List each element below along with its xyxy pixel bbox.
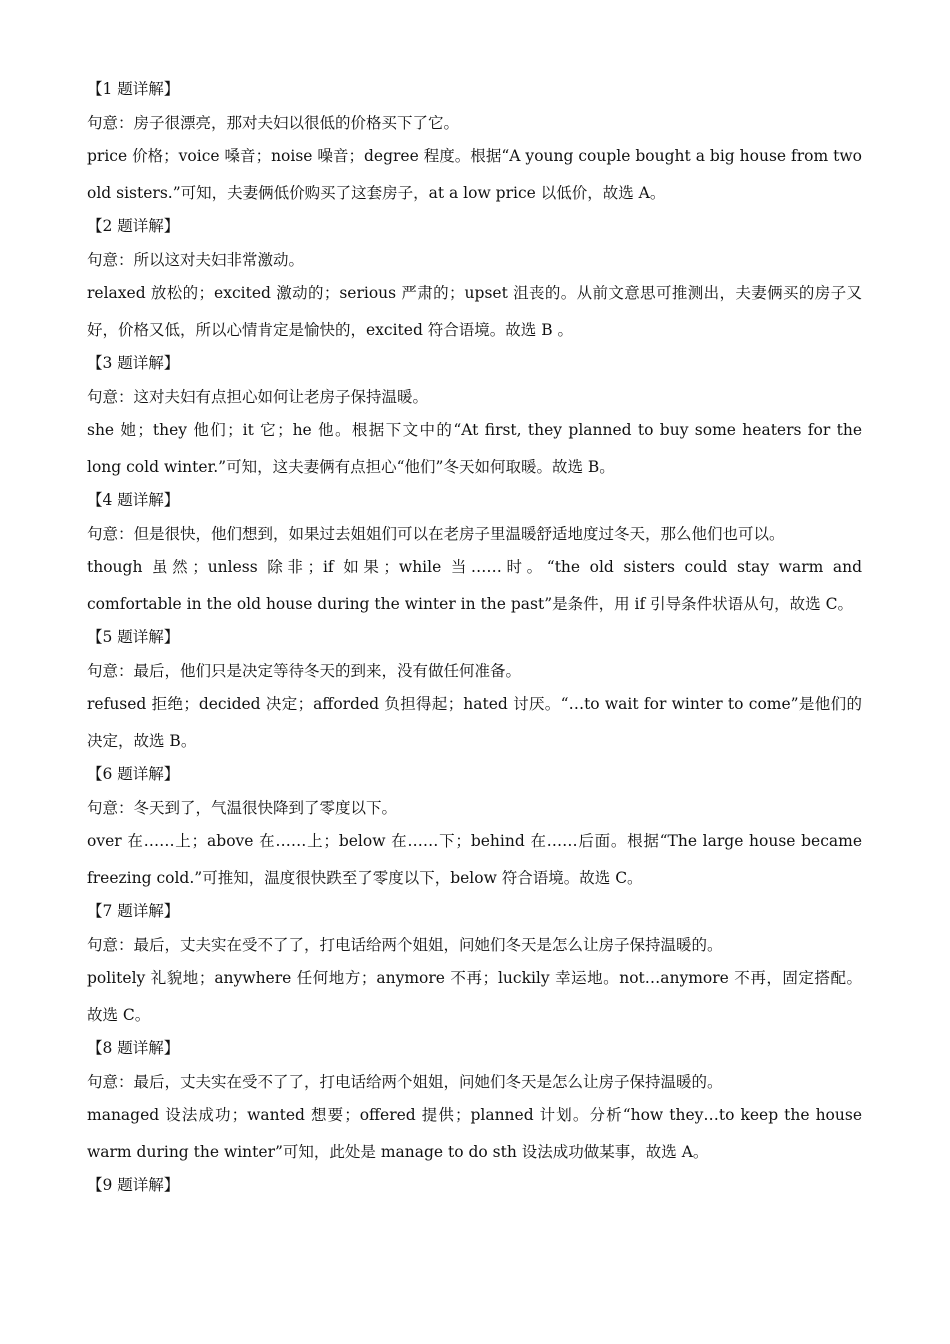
question-3-heading: 【3 题详解】 [87,354,180,372]
question-8-heading: 【8 题详解】 [87,1039,180,1057]
question-7-sentence-meaning: 句意：最后，丈夫实在受不了了，打电话给两个姐姐，问她们冬天是怎么让房子保持温暖的。 [87,936,723,954]
question-1-sentence-meaning: 句意：房子很漂亮，那对夫妇以很低的价格买下了它。 [87,114,460,132]
question-1-explanation [87,76,862,212]
question-2-analysis: relaxed 放松的；excited 激动的；serious 严肃的；upset 沮丧的。从前文意思可推测出，夫妻俩买的房子又好，价格又低，所以心情肯定是愉快的，excited 符合语境。故选 B 。 [87,284,862,339]
question-6-explanation [87,761,862,897]
question-6-analysis: over 在……上；above 在……上；below 在……下；behind 在……后面。根据“The large house became freezing cold.”可推知，温度很快跌至了零度以下，below 符合语境。故选 C。 [87,832,862,887]
question-5-heading: 【5 题详解】 [87,628,180,646]
question-4-analysis: though 虽然；unless 除非；if 如果；while 当……时。“the old sisters could stay warm and comfortable in the old house during the winter in the past”是条件，用 if 引导条件状语从句，故选 C。 [87,558,862,613]
question-3-explanation [87,350,862,486]
question-3-sentence-meaning: 句意：这对夫妇有点担心如何让老房子保持温暖。 [87,388,429,406]
question-8-explanation [87,1035,862,1171]
question-5-sentence-meaning: 句意：最后，他们只是决定等待冬天的到来，没有做任何准备。 [87,662,522,680]
question-8-analysis: managed 设法成功；wanted 想要；offered 提供；planned 计划。分析“how they…to keep the house warm during the winter”可知，此处是 manage to do sth 设法成功做某事，故选 A。 [87,1106,862,1161]
question-1-heading: 【1 题详解】 [87,80,180,98]
question-2-explanation [87,213,862,349]
question-6-heading: 【6 题详解】 [87,765,180,783]
question-6-sentence-meaning: 句意：冬天到了，气温很快降到了零度以下。 [87,799,398,817]
answer-explanations [87,76,862,1206]
question-4-explanation [87,487,862,623]
question-2-heading: 【2 题详解】 [87,217,180,235]
question-8-sentence-meaning: 句意：最后，丈夫实在受不了了，打电话给两个姐姐，问她们冬天是怎么让房子保持温暖的。 [87,1073,723,1091]
question-5-explanation [87,624,862,760]
question-9-explanation [87,1172,862,1198]
question-4-sentence-meaning: 句意：但是很快，他们想到，如果过去姐姐们可以在老房子里温暖舒适地度过冬天，那么他们也可以。 [87,525,785,543]
question-1-analysis: price 价格；voice 嗓音；noise 噪音；degree 程度。根据“A young couple bought a big house from two old sisters.”可知，夫妻俩低价购买了这套房子，at a low price 以低价，故选 A。 [87,147,862,202]
question-5-analysis: refused 拒绝；decided 决定；afforded 负担得起；hated 讨厌。“…to wait for winter to come”是他们的决定，故选 B。 [87,695,862,750]
question-9-heading: 【9 题详解】 [87,1176,180,1194]
question-7-heading: 【7 题详解】 [87,902,180,920]
question-4-heading: 【4 题详解】 [87,491,180,509]
question-7-explanation [87,898,862,1034]
question-3-analysis: she 她；they 他们；it 它；he 他。根据下文中的“At first, they planned to buy some heaters for the long cold winter.”可知，这夫妻俩有点担心“他们”冬天如何取暖。故选 B。 [87,421,862,476]
question-2-sentence-meaning: 句意：所以这对夫妇非常激动。 [87,251,305,269]
question-7-analysis: politely 礼貌地；anywhere 任何地方；anymore 不再；luckily 幸运地。not…anymore 不再，固定搭配。故选 C。 [87,969,862,1024]
